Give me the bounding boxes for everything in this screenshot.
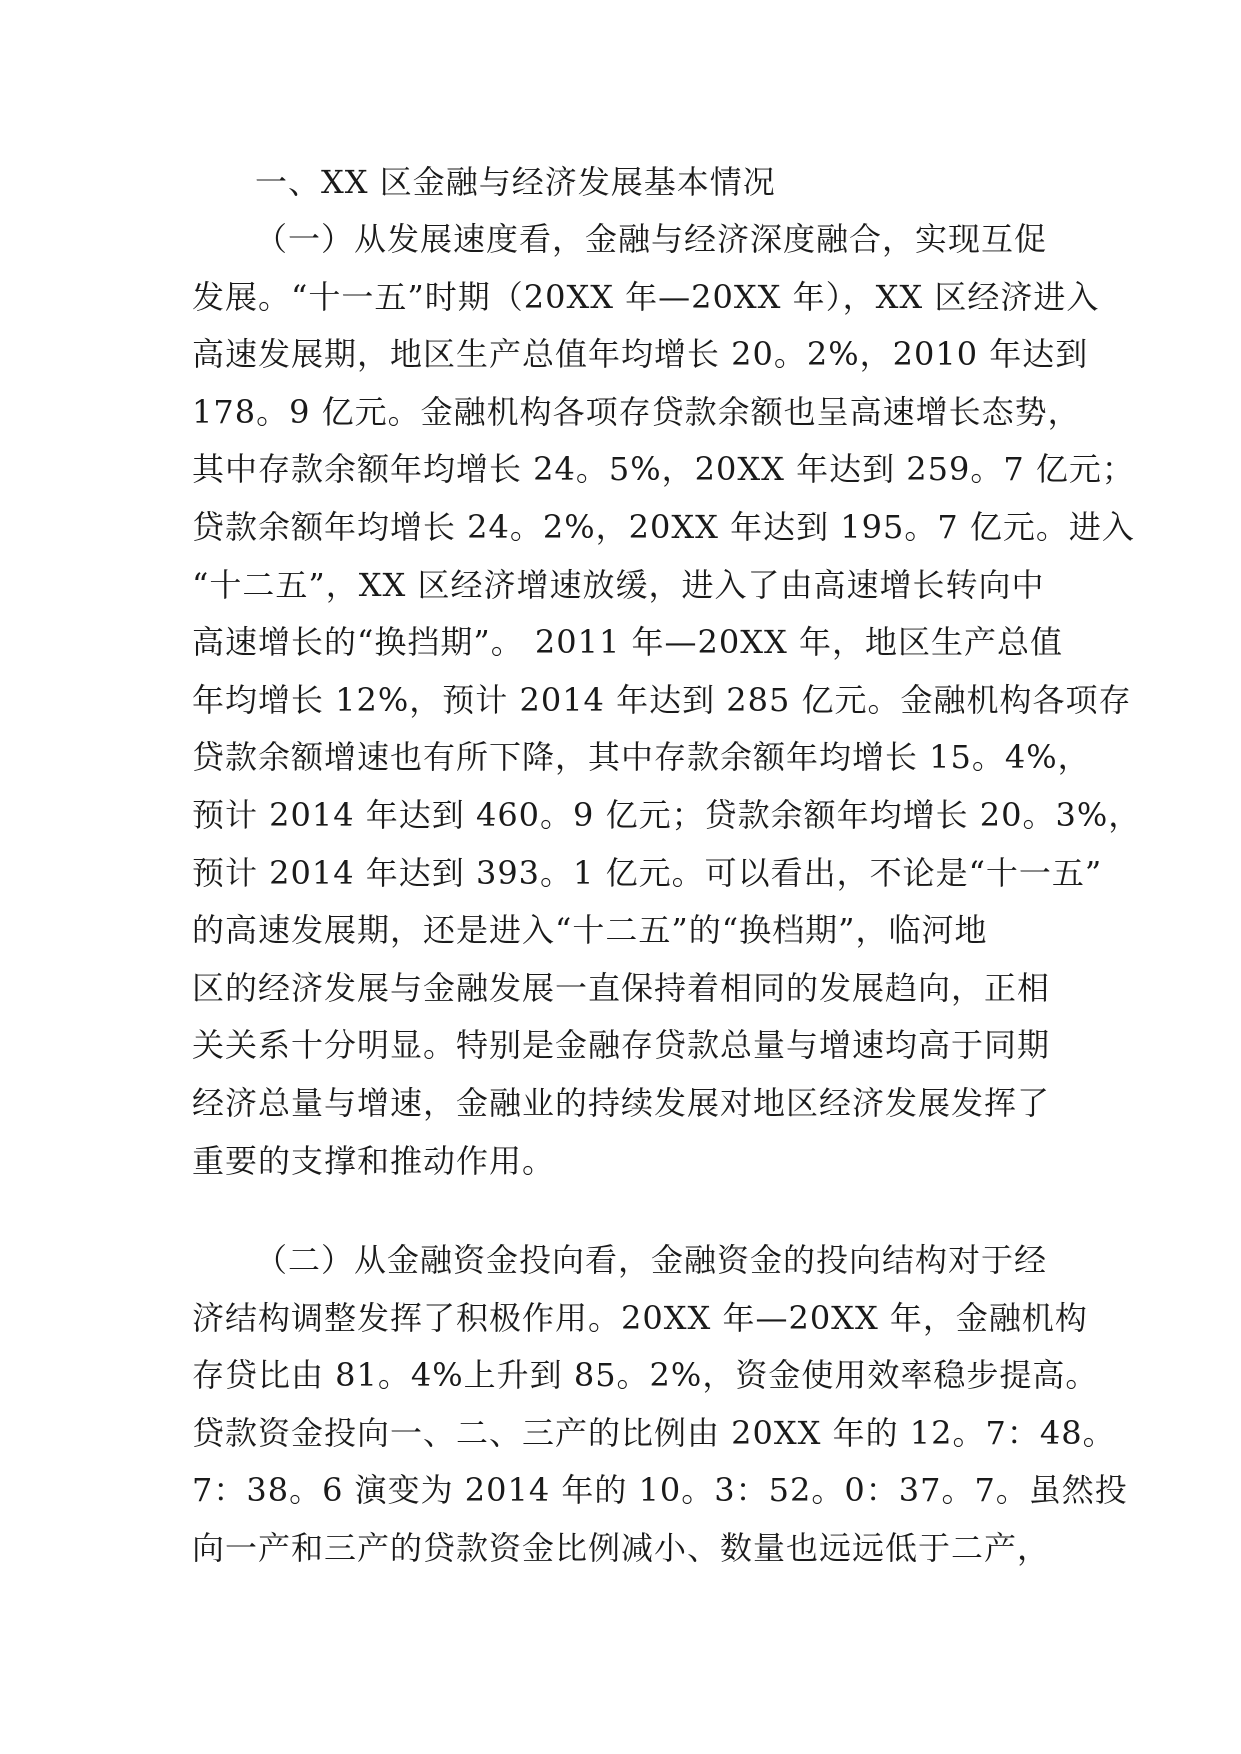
paragraph-1-line: 贷款余额增速也有所下降，其中存款余额年均增长 15。4%， [192,738,1091,777]
paragraph-1-line: 关关系十分明显。特别是金融存贷款总量与增速均高于同期 [192,1026,1051,1065]
paragraph-1-line: （一）从发展速度看，金融与经济深度融合，实现互促 [255,220,1048,258]
paragraph-1-line: 其中存款余额年均增长 24。5%，20XX 年达到 259。7 亿元； [192,450,1135,489]
paragraph-1-line: 发展。“十一五”时期（20XX 年—20XX 年），XX 区经济进入 [192,277,1100,316]
paragraph-1-line: 高速增长的“换挡期”。 2011 年—20XX 年，地区生产总值 [192,623,1063,662]
paragraph-1-line: 重要的支撑和推动作用。 [192,1141,556,1180]
paragraph-1-line: 178。9 亿元。金融机构各项存贷款余额也呈高速增长态势， [192,392,1081,431]
paragraph-1-line: 的高速发展期，还是进入“十二五”的“换档期”，临河地 [192,911,988,950]
paragraph-2-line: 济结构调整发挥了积极作用。20XX 年—20XX 年，金融机构 [192,1298,1088,1337]
paragraph-1-line: 高速发展期，地区生产总值年均增长 20。2%，2010 年达到 [192,335,1089,374]
paragraph-1-line: 年均增长 12%，预计 2014 年达到 285 亿元。金融机构各项存 [192,680,1132,719]
paragraph-2-line: 存贷比由 81。4%上升到 85。2%，资金使用效率稳步提高。 [192,1356,1099,1395]
paragraph-1-line: 预计 2014 年达到 393。1 亿元。可以看出，不论是“十一五” [192,853,1103,892]
section-heading-text: 一、XX 区金融与经济发展基本情况 [255,163,776,201]
paragraph-1-line: 预计 2014 年达到 460。9 亿元；贷款余额年均增长 20。3%， [192,795,1142,834]
paragraph-1-line: “十二五”，XX 区经济增速放缓，进入了由高速增长转向中 [192,565,1045,604]
paragraph-2-line: （二）从金融资金投向看，金融资金的投向结构对于经 [255,1241,1048,1279]
paragraph-2-line: 向一产和三产的贷款资金比例减小、数量也远远低于二产， [192,1528,1051,1567]
paragraph-2-line: 贷款资金投向一、二、三产的比例由 20XX 年的 12。7：48。 [192,1413,1116,1452]
section-heading [192,154,1052,212]
paragraph-1-line: 经济总量与增速，金融业的持续发展对地区经济发展发挥了 [192,1083,1051,1122]
paragraph-2-line: 7：38。6 演变为 2014 年的 10。3：52。0：37。7。虽然投 [192,1471,1128,1510]
paragraph-1-line: 区的经济发展与金融发展一直保持着相同的发展趋向，正相 [192,968,1051,1007]
paragraph-1 [192,211,1142,1190]
paragraph-1-line: 贷款余额年均增长 24。2%，20XX 年达到 195。7 亿元。进入 [192,507,1135,546]
paragraph-2 [192,1232,1128,1578]
